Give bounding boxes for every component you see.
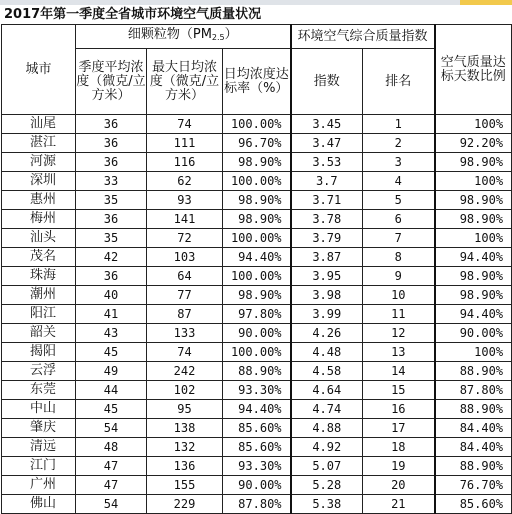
- header-rate[interactable]: 日均浓度达标率（%）: [223, 49, 291, 115]
- cell-max-conc[interactable]: 229: [147, 495, 223, 514]
- cell-days-ratio[interactable]: 100%: [435, 229, 512, 248]
- cell-days-ratio[interactable]: 98.90%: [435, 210, 512, 229]
- cell-avg-conc[interactable]: 41: [76, 305, 147, 324]
- cell-max-conc[interactable]: 133: [147, 324, 223, 343]
- cell-city[interactable]: 惠州: [2, 191, 76, 210]
- cell-index[interactable]: 5.38: [291, 495, 363, 514]
- cell-rank[interactable]: 11: [363, 305, 435, 324]
- header-pm25-label: 细颗粒物（PM: [127, 27, 212, 42]
- cell-max-conc[interactable]: 102: [147, 381, 223, 400]
- air-quality-table: [1, 24, 512, 514]
- cell-index[interactable]: 3.47: [291, 134, 363, 153]
- cell-max-conc[interactable]: 77: [147, 286, 223, 305]
- cell-rate[interactable]: 100.00%: [223, 229, 291, 248]
- cell-max-conc[interactable]: 242: [147, 362, 223, 381]
- cell-avg-conc[interactable]: 44: [76, 381, 147, 400]
- cell-avg-conc[interactable]: 49: [76, 362, 147, 381]
- table-row: [2, 400, 512, 419]
- cell-rate[interactable]: 98.90%: [223, 153, 291, 172]
- header-avg-conc[interactable]: 季度平均浓度（微克/立方米）: [76, 49, 147, 115]
- table-row: [2, 248, 512, 267]
- cell-rate[interactable]: 94.40%: [223, 400, 291, 419]
- cell-rate[interactable]: 100.00%: [223, 343, 291, 362]
- header-aqi-group[interactable]: 环境空气综合质量指数: [291, 25, 435, 49]
- cell-max-conc[interactable]: 64: [147, 267, 223, 286]
- header-rank[interactable]: 排名: [363, 49, 435, 115]
- cell-avg-conc[interactable]: 36: [76, 134, 147, 153]
- cell-rank[interactable]: 5: [363, 191, 435, 210]
- cell-avg-conc[interactable]: 45: [76, 343, 147, 362]
- cell-rate[interactable]: 97.80%: [223, 305, 291, 324]
- cell-max-conc[interactable]: 93: [147, 191, 223, 210]
- cell-rank[interactable]: 9: [363, 267, 435, 286]
- cell-rank[interactable]: 8: [363, 248, 435, 267]
- cell-rate[interactable]: 98.90%: [223, 191, 291, 210]
- cell-avg-conc[interactable]: 36: [76, 153, 147, 172]
- cell-rate[interactable]: 90.00%: [223, 324, 291, 343]
- header-days-ratio[interactable]: 空气质量达标天数比例: [435, 25, 512, 115]
- cell-rate[interactable]: 94.40%: [223, 248, 291, 267]
- cell-max-conc[interactable]: 116: [147, 153, 223, 172]
- cell-rate[interactable]: 100.00%: [223, 115, 291, 134]
- cell-city[interactable]: 揭阳: [2, 343, 76, 362]
- table-body: [2, 115, 512, 514]
- cell-rank[interactable]: 4: [363, 172, 435, 191]
- cell-city[interactable]: 江门: [2, 457, 76, 476]
- cell-days-ratio[interactable]: 94.40%: [435, 305, 512, 324]
- cell-days-ratio[interactable]: 90.00%: [435, 324, 512, 343]
- cell-rank[interactable]: 15: [363, 381, 435, 400]
- cell-avg-conc[interactable]: 35: [76, 191, 147, 210]
- cell-days-ratio[interactable]: 98.90%: [435, 286, 512, 305]
- cell-max-conc[interactable]: 95: [147, 400, 223, 419]
- cell-city[interactable]: 阳江: [2, 305, 76, 324]
- cell-rank[interactable]: 3: [363, 153, 435, 172]
- table-row: [2, 419, 512, 438]
- cell-days-ratio[interactable]: 94.40%: [435, 248, 512, 267]
- cell-rate[interactable]: 93.30%: [223, 381, 291, 400]
- cell-days-ratio[interactable]: 85.60%: [435, 495, 512, 514]
- cell-city[interactable]: 东莞: [2, 381, 76, 400]
- cell-max-conc[interactable]: 74: [147, 115, 223, 134]
- table-row: [2, 495, 512, 514]
- cell-rank[interactable]: 21: [363, 495, 435, 514]
- cell-max-conc[interactable]: 72: [147, 229, 223, 248]
- cell-rank[interactable]: 16: [363, 400, 435, 419]
- cell-rank[interactable]: 18: [363, 438, 435, 457]
- cell-avg-conc[interactable]: 47: [76, 476, 147, 495]
- cell-index[interactable]: 4.74: [291, 400, 363, 419]
- cell-rate[interactable]: 100.00%: [223, 172, 291, 191]
- cell-avg-conc[interactable]: 48: [76, 438, 147, 457]
- cell-city[interactable]: 河源: [2, 153, 76, 172]
- cell-rank[interactable]: 6: [363, 210, 435, 229]
- cell-rank[interactable]: 13: [363, 343, 435, 362]
- cell-index[interactable]: 3.78: [291, 210, 363, 229]
- cell-avg-conc[interactable]: 36: [76, 267, 147, 286]
- cell-days-ratio[interactable]: 76.70%: [435, 476, 512, 495]
- cell-index[interactable]: 4.92: [291, 438, 363, 457]
- cell-days-ratio[interactable]: 98.90%: [435, 191, 512, 210]
- cell-avg-conc[interactable]: 54: [76, 419, 147, 438]
- cell-index[interactable]: 3.53: [291, 153, 363, 172]
- cell-city[interactable]: 潮州: [2, 286, 76, 305]
- cell-max-conc[interactable]: 155: [147, 476, 223, 495]
- header-pm25-subscript: 2.5: [211, 33, 225, 42]
- cell-max-conc[interactable]: 111: [147, 134, 223, 153]
- cell-city[interactable]: 清远: [2, 438, 76, 457]
- cell-index[interactable]: 3.71: [291, 191, 363, 210]
- cell-avg-conc[interactable]: 36: [76, 115, 147, 134]
- cell-avg-conc[interactable]: 36: [76, 210, 147, 229]
- cell-rate[interactable]: 85.60%: [223, 438, 291, 457]
- cell-max-conc[interactable]: 132: [147, 438, 223, 457]
- cell-index[interactable]: 3.99: [291, 305, 363, 324]
- cell-rate[interactable]: 87.80%: [223, 495, 291, 514]
- cell-rank[interactable]: 1: [363, 115, 435, 134]
- header-pm25-close: ）: [224, 27, 238, 42]
- table-row: [2, 267, 512, 286]
- table-row: [2, 362, 512, 381]
- table-row: [2, 343, 512, 362]
- cell-rate[interactable]: 93.30%: [223, 457, 291, 476]
- table-row: [2, 229, 512, 248]
- table-row: [2, 305, 512, 324]
- cell-max-conc[interactable]: 136: [147, 457, 223, 476]
- header-city[interactable]: 城市: [2, 25, 76, 115]
- cell-city[interactable]: 云浮: [2, 362, 76, 381]
- table-title: 2017年第一季度全省城市环境空气质量状况: [4, 7, 262, 22]
- cell-index[interactable]: 4.58: [291, 362, 363, 381]
- cell-rank[interactable]: 12: [363, 324, 435, 343]
- cell-city[interactable]: 佛山: [2, 495, 76, 514]
- cell-city[interactable]: 汕头: [2, 229, 76, 248]
- cell-rank[interactable]: 7: [363, 229, 435, 248]
- cell-rate[interactable]: 88.90%: [223, 362, 291, 381]
- cell-avg-conc[interactable]: 33: [76, 172, 147, 191]
- cell-days-ratio[interactable]: 100%: [435, 343, 512, 362]
- table-row: [2, 324, 512, 343]
- cell-rank[interactable]: 2: [363, 134, 435, 153]
- cell-city[interactable]: 深圳: [2, 172, 76, 191]
- table-row: [2, 191, 512, 210]
- cell-rate[interactable]: 100.00%: [223, 267, 291, 286]
- cell-index[interactable]: 3.98: [291, 286, 363, 305]
- cell-city[interactable]: 广州: [2, 476, 76, 495]
- cell-index[interactable]: 4.48: [291, 343, 363, 362]
- cell-max-conc[interactable]: 74: [147, 343, 223, 362]
- cell-avg-conc[interactable]: 43: [76, 324, 147, 343]
- cell-days-ratio[interactable]: 98.90%: [435, 153, 512, 172]
- cell-days-ratio[interactable]: 98.90%: [435, 267, 512, 286]
- cell-max-conc[interactable]: 62: [147, 172, 223, 191]
- cell-city[interactable]: 茂名: [2, 248, 76, 267]
- cell-days-ratio[interactable]: 100%: [435, 115, 512, 134]
- cell-index[interactable]: 4.26: [291, 324, 363, 343]
- cell-index[interactable]: 4.88: [291, 419, 363, 438]
- cell-rate[interactable]: 90.00%: [223, 476, 291, 495]
- cell-days-ratio[interactable]: 84.40%: [435, 419, 512, 438]
- table-row: [2, 438, 512, 457]
- header-index[interactable]: 指数: [291, 49, 363, 115]
- table-row: [2, 172, 512, 191]
- cell-max-conc[interactable]: 103: [147, 248, 223, 267]
- cell-city[interactable]: 汕尾: [2, 115, 76, 134]
- cell-avg-conc[interactable]: 35: [76, 229, 147, 248]
- cell-avg-conc[interactable]: 42: [76, 248, 147, 267]
- cell-rate[interactable]: 98.90%: [223, 286, 291, 305]
- cell-days-ratio[interactable]: 88.90%: [435, 400, 512, 419]
- header-row-group: [2, 25, 512, 49]
- cell-city[interactable]: 梅州: [2, 210, 76, 229]
- cell-index[interactable]: 5.07: [291, 457, 363, 476]
- cell-index[interactable]: 5.28: [291, 476, 363, 495]
- cell-city[interactable]: 珠海: [2, 267, 76, 286]
- cell-max-conc[interactable]: 87: [147, 305, 223, 324]
- cell-rank[interactable]: 17: [363, 419, 435, 438]
- cell-rank[interactable]: 19: [363, 457, 435, 476]
- cell-days-ratio[interactable]: 84.40%: [435, 438, 512, 457]
- cell-rank[interactable]: 10: [363, 286, 435, 305]
- cell-rate[interactable]: 85.60%: [223, 419, 291, 438]
- cell-max-conc[interactable]: 138: [147, 419, 223, 438]
- cell-rank[interactable]: 20: [363, 476, 435, 495]
- cell-city[interactable]: 韶关: [2, 324, 76, 343]
- cell-avg-conc[interactable]: 54: [76, 495, 147, 514]
- table-row: [2, 210, 512, 229]
- cell-rate[interactable]: 98.90%: [223, 210, 291, 229]
- cell-days-ratio[interactable]: 92.20%: [435, 134, 512, 153]
- cell-rank[interactable]: 14: [363, 362, 435, 381]
- cell-index[interactable]: 3.87: [291, 248, 363, 267]
- table-row: [2, 381, 512, 400]
- cell-city[interactable]: 肇庆: [2, 419, 76, 438]
- header-pm25-group[interactable]: [76, 25, 291, 49]
- cell-index[interactable]: 4.64: [291, 381, 363, 400]
- cell-days-ratio[interactable]: 100%: [435, 172, 512, 191]
- cell-avg-conc[interactable]: 40: [76, 286, 147, 305]
- cell-index[interactable]: 3.79: [291, 229, 363, 248]
- cell-city[interactable]: 中山: [2, 400, 76, 419]
- header-max-conc[interactable]: 最大日均浓度（微克/立方米）: [147, 49, 223, 115]
- selected-cell-indicator: [460, 0, 512, 5]
- cell-days-ratio[interactable]: 88.90%: [435, 457, 512, 476]
- cell-city[interactable]: 湛江: [2, 134, 76, 153]
- cell-index[interactable]: 3.45: [291, 115, 363, 134]
- table-row: [2, 153, 512, 172]
- table-row: [2, 286, 512, 305]
- cell-days-ratio[interactable]: 88.90%: [435, 362, 512, 381]
- cell-avg-conc[interactable]: 47: [76, 457, 147, 476]
- cell-rate[interactable]: 96.70%: [223, 134, 291, 153]
- table-row: [2, 115, 512, 134]
- table-row: [2, 134, 512, 153]
- cell-index[interactable]: 3.95: [291, 267, 363, 286]
- cell-max-conc[interactable]: 141: [147, 210, 223, 229]
- table-row: [2, 457, 512, 476]
- cell-avg-conc[interactable]: 45: [76, 400, 147, 419]
- table-row: [2, 476, 512, 495]
- cell-index[interactable]: 3.7: [291, 172, 363, 191]
- cell-days-ratio[interactable]: 87.80%: [435, 381, 512, 400]
